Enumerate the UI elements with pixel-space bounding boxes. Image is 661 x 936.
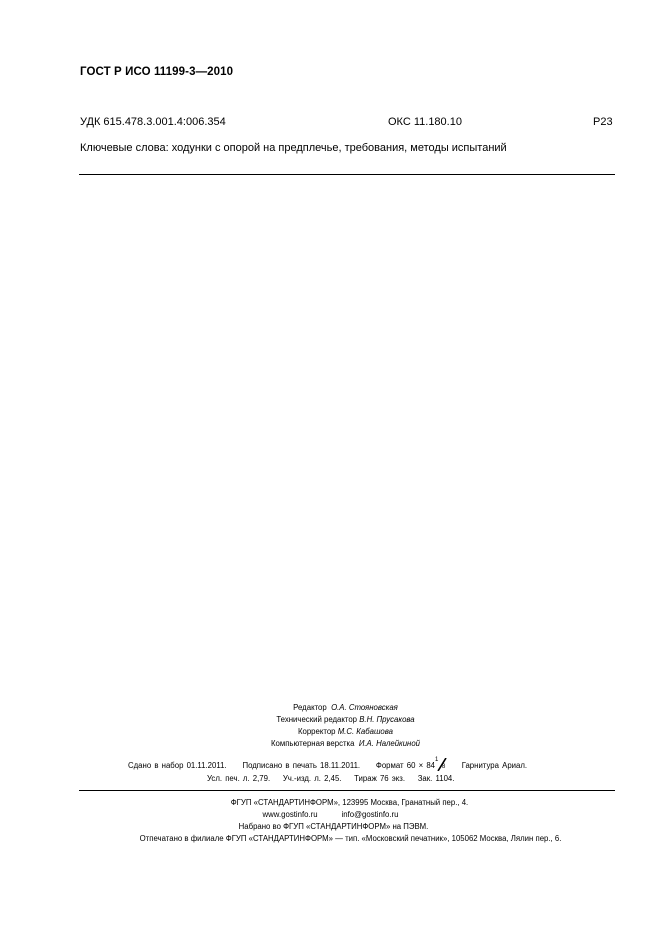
standard-title: ГОСТ Р ИСО 11199-3—2010	[80, 66, 234, 78]
top-divider	[79, 174, 615, 175]
oks-code: ОКС 11.180.10	[388, 116, 462, 128]
font-info: Гарнитура Ариал.	[461, 761, 528, 770]
print-info-line-1	[128, 757, 528, 770]
udk-code: УДК 615.478.3.001.4:006.354	[80, 116, 226, 128]
publisher-block	[0, 797, 661, 845]
typeset-info: Набрано во ФГУП «СТАНДАРТИНФОРМ» на ПЭВМ.	[238, 822, 429, 831]
publisher-address: ФГУП «СТАНДАРТИНФОРМ», 123995 Москва, Гранатный пер., 4.	[230, 798, 469, 807]
credit-tech-editor: Технический редактор В.Н. Прусакова	[276, 715, 415, 724]
uch-izd: Уч.-изд. л. 2,45.	[282, 774, 342, 783]
group-code: Р23	[593, 116, 613, 128]
bottom-divider	[79, 790, 615, 791]
publisher-site: www.gostinfo.ru	[262, 810, 318, 819]
publisher-email: info@gostinfo.ru	[341, 810, 399, 819]
signed-date: Подписано в печать 18.11.2011.	[242, 761, 361, 770]
format-label: Формат 60 × 84	[375, 761, 436, 770]
credits-block	[0, 702, 661, 750]
printed-info: Отпечатано в филиале ФГУП «СТАНДАРТИНФОРМ» — тип. «Московский печатник», 105062 Москва, Лялин пер., 6.	[139, 834, 562, 843]
format-fraction: 1 8	[435, 757, 446, 770]
credit-corrector: Корректор М.С. Кабашова	[297, 727, 394, 736]
usl-pech: Усл. печ. л. 2,79.	[207, 774, 271, 783]
tirazh: Тираж 76 экз.	[354, 774, 406, 783]
publisher-contacts	[0, 809, 661, 821]
order-number: Зак. 1104.	[417, 774, 455, 783]
print-info-line-2	[207, 774, 454, 783]
keywords-line: Ключевые слова: ходунки с опорой на предплечье, требования, методы испытаний	[80, 142, 507, 154]
credit-editor: Редактор О.А. Стояновская	[293, 703, 398, 712]
submitted-date: Сдано в набор 01.11.2011.	[128, 761, 227, 770]
credit-layout: Компьютерная верстка И.А. Налейкиной	[270, 739, 421, 748]
